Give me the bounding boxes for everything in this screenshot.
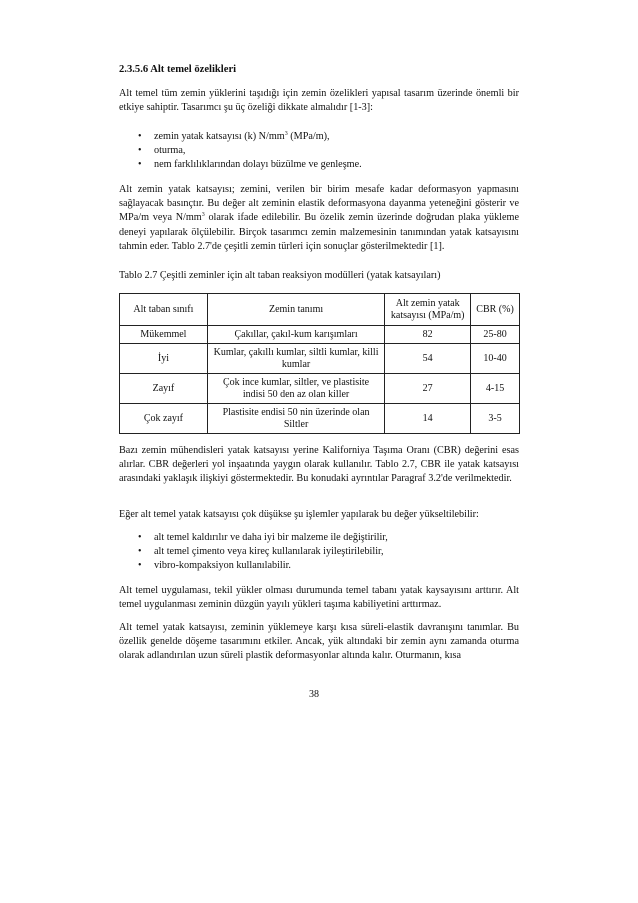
list-item: • alt temel kaldırılır ve daha iyi bir malzeme ile değiştirilir,: [119, 531, 388, 545]
table-cell: Çok ince kumlar, siltler, ve plastisite indisi 50 den az olan killer: [207, 374, 384, 404]
property-list: [119, 130, 362, 172]
list-item: • zemin yatak katsayısı (k) $N/mm^3$ (MPa/m),: [119, 130, 362, 144]
intro-paragraph: Alt temel tüm zemin yüklerini taşıdığı için zemin özelikleri yapısal tasarım üzerinde önemli bir etkiye sahiptir. Tasarımcı şu üç özeliği dikkate almalıdır [1-3]:: [119, 88, 519, 114]
table-caption: Tablo 2.7 Çeşitli zeminler için alt taban reaksiyon modülleri (yatak katsayıları): [119, 270, 441, 281]
column-header: Alt taban sınıfı: [120, 294, 208, 326]
list-item: • vibro-kompaksiyon kullanılabilir.: [119, 559, 388, 573]
table-row: [120, 326, 520, 344]
column-header: Alt zemin yatak katsayısı (MPa/m): [385, 294, 471, 326]
table-cell: 25-80: [471, 326, 520, 344]
table-cell: Çakıllar, çakıl-kum karışımları: [207, 326, 384, 344]
table-cell: 14: [385, 404, 471, 434]
table-cell: Zayıf: [120, 374, 208, 404]
table-cell: Kumlar, çakıllı kumlar, siltli kumlar, killi kumlar: [207, 344, 384, 374]
table-cell: Çok zayıf: [120, 404, 208, 434]
column-header: CBR (%): [471, 294, 520, 326]
table-row: [120, 404, 520, 434]
table-cell: 3-5: [471, 404, 520, 434]
table-cell: Plastisite endisi 50 nin üzerinde olan Siltler: [207, 404, 384, 434]
cbr-paragraph: Bazı zemin mühendisleri yatak katsayısı yerine Kaliforniya Taşıma Oranı (CBR) değerini esas alırlar. CBR değerleri yol inşaatında yaygın olarak kullanılır. Tablo 2.7, CBR ile yatak katsayısı arasındaki yaklaşık ilişkiyi göstermektedir. Bu konudaki ayrıntılar Paragraf 3.2'de verilmektedir.: [119, 445, 519, 485]
list-item: • alt temel çimento veya kireç kullanılarak iyileştirilebilir,: [119, 545, 388, 559]
elastic-behavior-paragraph: Alt temel yatak katsayısı, zeminin yüklemeye karşı kısa süreli-elastik davranışını tanımlar. Bu özellik genelde döşeme tasarımını etkiler. Ancak, yük altındaki bir zemin aynı zamanda oturma olarak adlandırılan uzun süreli plastik deformasyonlar altında kalır. Oturmanın, kısa: [119, 622, 519, 662]
table-row: [120, 344, 520, 374]
table-cell: 54: [385, 344, 471, 374]
table-cell: 10-40: [471, 344, 520, 374]
table-cell: 27: [385, 374, 471, 404]
table-header-row: [120, 294, 520, 326]
table-row: [120, 374, 520, 404]
subbase-application-paragraph: Alt temel uygulaması, tekil yükler olması durumunda temel tabanı yatak kaysayısını arttırır. Alt temel uygulanması zeminin düzgün yayılı yükleri taşıma kabiliyetini arttırmaz.: [119, 585, 519, 611]
page-number: 38: [309, 689, 319, 700]
list-item: • nem farklılıklarından dolayı büzülme ve genleşme.: [119, 158, 362, 172]
improvement-list: [119, 531, 388, 573]
table-cell: İyi: [120, 344, 208, 374]
table-cell: Mükemmel: [120, 326, 208, 344]
list-item: • oturma,: [119, 144, 362, 158]
column-header: Zemin tanımı: [207, 294, 384, 326]
improvement-intro-paragraph: Eğer alt temel yatak katsayısı çok düşükse şu işlemler yapılarak bu değer yükseltilebilir:: [119, 509, 479, 520]
subgrade-modulus-table: [119, 293, 520, 434]
subgrade-modulus-paragraph: Alt zemin yatak katsayısı; zemini, verilen bir birim mesafe kadar deformasyon yapmasını sağlayacak basınçtır. Bu değer alt zeminin elastik deformasyona dayanma yeteneğini gösterir ve MPa/m veya $N/mm^3$ olarak ifade edilebilir. Bu özelik zemin üzerinde doğrudan plaka yükleme deneyi yapılarak ölçülebilir. Birçok tasarımcı zemin malzemesinin tanımından yatak katsayısını tahmin eder. Tablo 2.7'de çeşitli zemin türleri için sonuçlar gösterilmektedir [1].: [119, 184, 519, 252]
table-cell: 82: [385, 326, 471, 344]
table-cell: 4-15: [471, 374, 520, 404]
section-heading: 2.3.5.6 Alt temel özelikleri: [119, 64, 237, 75]
